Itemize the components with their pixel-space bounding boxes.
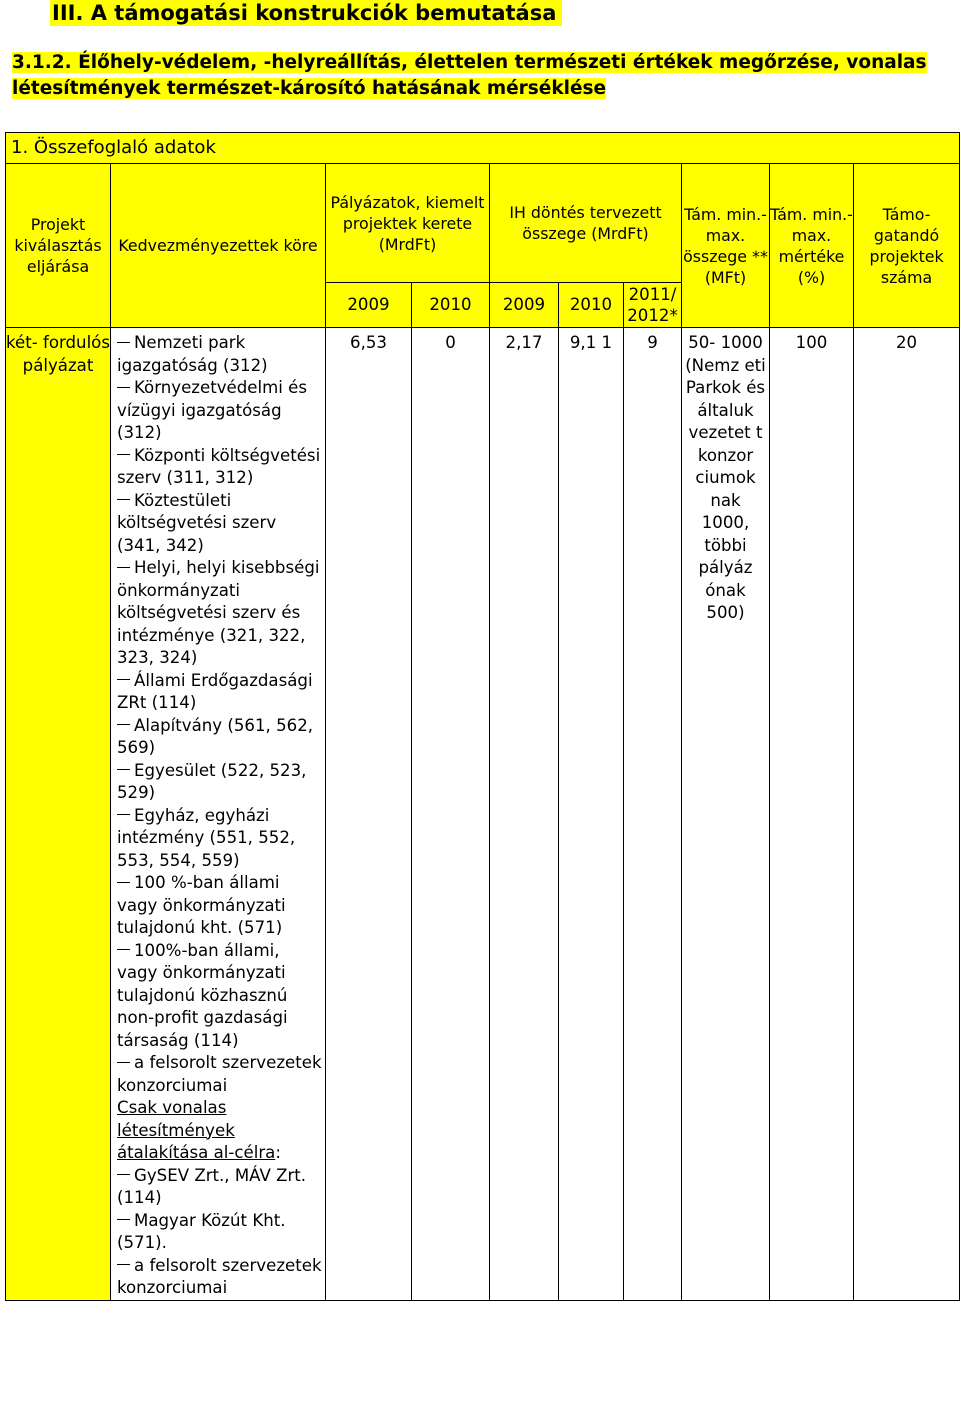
subheader-ih-2011-2012: 2011/ 2012* [624,283,682,328]
beneficiary-text: Helyi, helyi kisebbségi önkormányzati költségvetési szerv és intézménye (321, 322, 323, 324) [117,558,320,667]
beneficiary-item [117,557,322,670]
dash-bullet [117,387,130,388]
subheader-frame-2009: 2009 [326,283,412,328]
beneficiary-text: Állami Erdőgazdasági ZRt (114) [117,670,313,712]
dash-bullet [117,567,130,568]
beneficiary-item [117,490,322,558]
cell-procedure: két- fordulós pályázat [6,328,111,1301]
section-heading: III. A támogatási konstrukciók bemutatása [50,0,562,26]
header-beneficiaries: Kedvezményezettek köre [111,164,326,328]
dash-bullet [117,1264,130,1265]
beneficiary-text: : [275,1143,281,1162]
beneficiary-text: Egyház, egyházi intézmény (551, 552, 553, 554, 559) [117,805,296,870]
beneficiary-text: 100 %-ban állami vagy önkormányzati tulajdonú kht. (571) [117,873,286,937]
beneficiary-text: Központi költségvetési szerv (311, 312) [117,445,321,487]
subheader-ih-2010: 2010 [559,283,624,328]
dash-bullet [117,882,130,883]
beneficiary-text: Környezetvédelmi és vízügyi igazgatóság (312) [117,378,307,442]
dash-bullet [117,814,130,815]
subsection-heading: 3.1.2. Élőhely-védelem, -helyreállítás, élettelen természeti értékek megőrzése, vonalas létesítmények természet-károsító hatásának mérséklése [12,52,927,99]
beneficiary-item [117,1210,322,1255]
header-min-max-rate: Tám. min.- max. mértéke (%) [770,164,854,328]
beneficiary-text: Egyesület (522, 523, 529) [117,760,307,802]
dash-bullet [117,724,130,725]
beneficiary-text: GySEV Zrt., MÁV Zrt. (114) [117,1165,307,1207]
header-procedure: Projekt kiválasztás eljárása [6,164,111,328]
beneficiary-text: a felsorolt szervezetek konzorciumai [117,1053,322,1095]
dash-bullet [117,769,130,770]
cell-min-max-amount: 50- 1000 (Nemz eti Parkok és általuk vezetet t konzor ciumok nak 1000, többi pályáz ónak 500) [682,328,770,1301]
beneficiary-item [117,940,322,1053]
cell-frame-2010: 0 [412,328,490,1301]
summary-table [5,132,960,1301]
table-caption: 1. Összefoglaló adatok [6,133,960,164]
beneficiary-text: 100%-ban állami, vagy önkormányzati tulajdonú közhasznú non-profit gazdasági társaság (114) [117,940,288,1050]
beneficiary-list [117,332,322,1300]
beneficiary-item [117,1165,322,1210]
dash-bullet [117,1062,130,1063]
beneficiary-item [117,760,322,805]
beneficiary-underlined-text: Csak vonalas létesítmények átalakítása al-célra [117,1098,276,1162]
beneficiary-item [117,377,322,445]
beneficiary-item [117,445,322,490]
dash-bullet [117,1174,130,1175]
cell-ih-2010: 9,1 1 [559,328,624,1301]
cell-ih-2011-2012: 9 [624,328,682,1301]
beneficiary-item [117,872,322,940]
beneficiary-item [117,670,322,715]
beneficiary-item [117,1052,322,1097]
dash-bullet [117,499,130,500]
beneficiary-item [117,715,322,760]
header-frame: Pályázatok, kiemelt projektek kerete (MrdFt) [326,164,490,283]
subheader-ih-2009: 2009 [490,283,559,328]
dash-bullet [117,454,130,455]
cell-project-count: 20 [854,328,960,1301]
beneficiary-text: Nemzeti park igazgatóság (312) [117,333,268,375]
header-ih-decision: IH döntés tervezett összege (MrdFt) [490,164,682,283]
dash-bullet [117,949,130,950]
beneficiary-item [117,1097,322,1165]
beneficiary-text: Magyar Közút Kht. (571). [117,1210,286,1252]
header-project-count: Támo- gatandó projektek száma [854,164,960,328]
cell-beneficiaries [111,328,326,1301]
beneficiary-text: Köztestületi költségvetési szerv (341, 342) [117,490,277,555]
beneficiary-text: Alapítvány (561, 562, 569) [117,715,314,757]
subheader-frame-2010: 2010 [412,283,490,328]
beneficiary-item [117,1255,322,1300]
beneficiary-text: a felsorolt szervezetek konzorciumai [117,1255,322,1297]
header-min-max-amount: Tám. min.- max. összege **(MFt) [682,164,770,328]
dash-bullet [117,679,130,680]
cell-ih-2009: 2,17 [490,328,559,1301]
beneficiary-item [117,805,322,873]
beneficiary-item [117,332,322,377]
dash-bullet [117,1219,130,1220]
cell-min-max-rate: 100 [770,328,854,1301]
cell-frame-2009: 6,53 [326,328,412,1301]
dash-bullet [117,342,130,343]
